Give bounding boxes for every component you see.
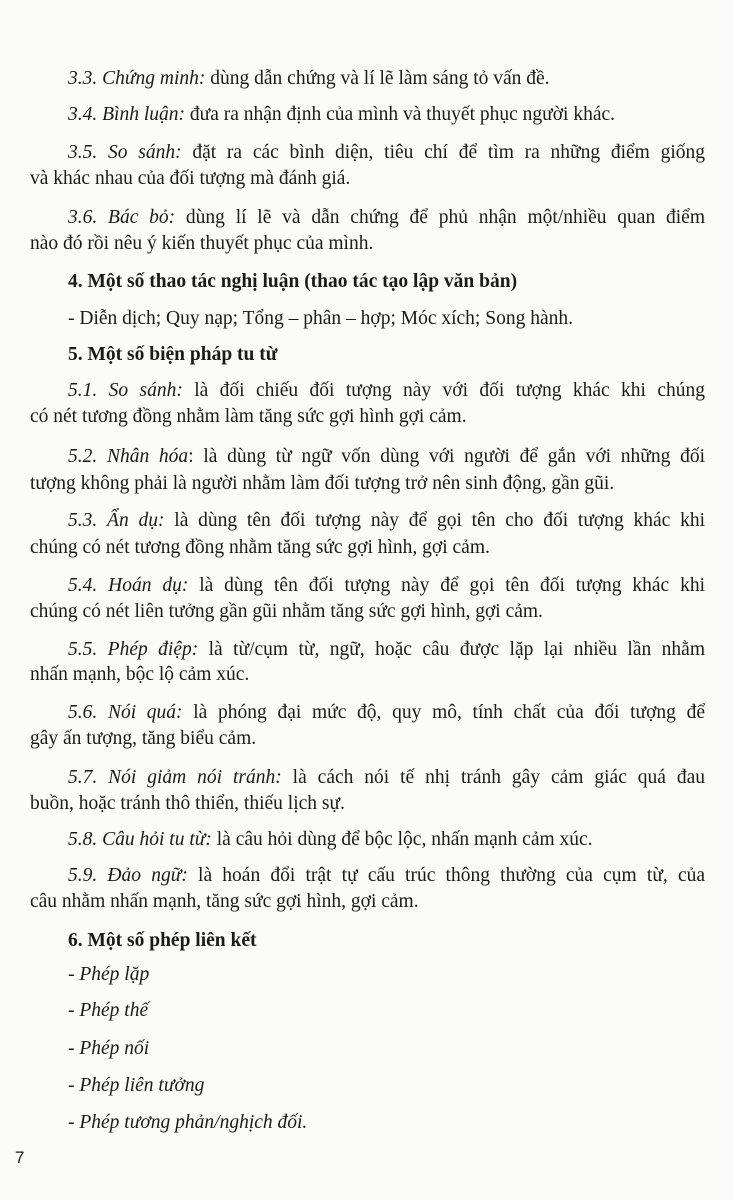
paragraph-3-5-line-1: [68, 140, 705, 166]
paragraph-text: là đối chiếu đối tượng này với đối tượng khác khi chúng: [182, 380, 705, 401]
paragraph-text: là cách nói tế nhị tránh gây cảm giác quá đau: [281, 767, 706, 788]
term-label: 5.5. Phép điệp:: [68, 639, 199, 660]
paragraph-5-5-line-1: [68, 637, 705, 663]
list-item: - Phép lặp: [68, 964, 150, 985]
paragraph-text: dùng dẫn chứng và lí lẽ làm sáng tỏ vấn đề.: [205, 68, 550, 89]
paragraph-text: đưa ra nhận định của mình và thuyết phục người khác.: [185, 104, 615, 125]
term-label: 3.3. Chứng minh:: [68, 68, 206, 89]
paragraph-text: : là dùng từ ngữ vốn dùng với người để gắn với những đối: [188, 446, 705, 467]
paragraph-3-5-line-2: và khác nhau của đối tượng mà đánh giá.: [30, 168, 351, 189]
paragraph-3-6-line-2: nào đó rồi nêu ý kiến thuyết phục của mình.: [30, 233, 374, 254]
paragraph-5-3-line-1: [68, 508, 705, 534]
paragraph-5-7-line-1: [68, 765, 705, 791]
paragraph-5-1-line-1: [68, 378, 705, 404]
paragraph-3-3: [68, 66, 703, 92]
term-label: 5.6. Nói quá:: [68, 702, 183, 723]
paragraph-5-4-line-2: chúng có nét liên tưởng gần gũi nhằm tăng sức gợi hình, gợi cảm.: [30, 601, 543, 622]
paragraph-3-4: [68, 102, 703, 128]
paragraph-5-6-line-1: [68, 700, 705, 726]
paragraph-5-8: [68, 827, 703, 853]
list-item: - Phép tương phản/nghịch đối.: [68, 1112, 308, 1133]
term-label: 3.6. Bác bỏ:: [68, 207, 176, 228]
paragraph-5-9-line-2: câu nhằm nhấn mạnh, tăng sức gợi hình, gợi cảm.: [30, 891, 419, 912]
term-label: 5.1. So sánh:: [68, 380, 183, 401]
paragraph-text: là từ/cụm từ, ngữ, hoặc câu được lặp lại nhiều lần nhằm: [198, 639, 705, 660]
paragraph-text: là phóng đại mức độ, quy mô, tính chất của đối tượng để: [182, 702, 706, 723]
paragraph-3-6-line-1: [68, 205, 705, 231]
argument-methods-list: - Diễn dịch; Quy nạp; Tổng – phân – hợp; Móc xích; Song hành.: [68, 308, 573, 329]
term-label: 5.8. Câu hỏi tu từ:: [68, 829, 212, 850]
paragraph-text: là hoán đổi trật tự cấu trúc thông thường của cụm từ, của: [187, 865, 706, 886]
list-item: - Phép liên tưởng: [68, 1075, 205, 1096]
term-label: 5.2. Nhân hóa: [68, 446, 189, 467]
paragraph-5-3-line-2: chúng có nét tương đồng nhằm tăng sức gợi hình, gợi cảm.: [30, 537, 490, 558]
term-label: 5.9. Đảo ngữ:: [68, 865, 188, 886]
heading-5: 5. Một số biện pháp tu từ: [68, 344, 278, 365]
paragraph-5-4-line-1: [68, 573, 705, 599]
term-label: 5.3. Ẩn dụ:: [68, 510, 165, 531]
paragraph-5-2-line-2: tượng không phải là người nhằm làm đối tượng trở nên sinh động, gần gũi.: [30, 473, 615, 494]
term-label: 3.5. So sánh:: [68, 142, 182, 163]
paragraph-5-6-line-2: gây ấn tượng, tăng biểu cảm.: [30, 728, 257, 749]
heading-6: 6. Một số phép liên kết: [68, 930, 257, 951]
paragraph-text: là dùng tên đối tượng này để gọi tên cho đối tượng khác khi: [164, 510, 706, 531]
heading-4: 4. Một số thao tác nghị luận (thao tác tạo lập văn bản): [68, 271, 518, 292]
paragraph-5-2-line-1: [68, 444, 705, 470]
paragraph-text: dùng lí lẽ và dẫn chứng để phủ nhận một/nhiều quan điểm: [175, 207, 705, 228]
paragraph-text: là câu hỏi dùng để bộc lộc, nhấn mạnh cảm xúc.: [211, 829, 593, 850]
term-label: 3.4. Bình luận:: [68, 104, 185, 125]
paragraph-5-9-line-1: [68, 863, 705, 889]
paragraph-5-5-line-2: nhấn mạnh, bộc lộ cảm xúc.: [30, 664, 250, 685]
list-item: - Phép thế: [68, 1000, 149, 1021]
paragraph-text: đặt ra các bình diện, tiêu chí để tìm ra những điểm giống: [181, 142, 705, 163]
paragraph-text: là dùng tên đối tượng này để gọi tên đối tượng khác khi: [188, 575, 706, 596]
paragraph-5-1-line-2: có nét tương đồng nhằm làm tăng sức gợi hình gợi cảm.: [30, 406, 467, 427]
list-item: - Phép nối: [68, 1038, 150, 1059]
term-label: 5.7. Nói giảm nói tránh:: [68, 767, 282, 788]
paragraph-5-7-line-2: buồn, hoặc tránh thô thiển, thiếu lịch sự.: [30, 793, 345, 814]
page-number: 7: [15, 1148, 25, 1167]
term-label: 5.4. Hoán dụ:: [68, 575, 189, 596]
